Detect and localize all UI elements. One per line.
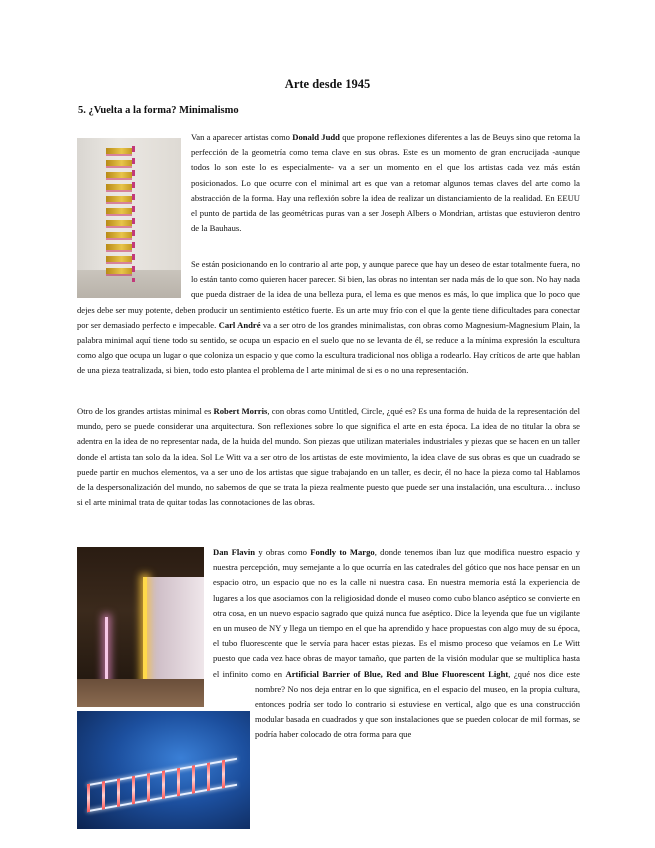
sculpture-unit (106, 232, 132, 238)
sculpture-unit (106, 172, 132, 178)
barrier-tube (162, 770, 165, 799)
barrier-tube (147, 773, 150, 802)
section-heading: 5. ¿Vuelta a la forma? Minimalismo (78, 105, 239, 116)
yellow-fluorescent-tube (143, 577, 147, 692)
paragraph-robert-morris: Otro de los grandes artistas minimal es Robert Morris, con obras como Untitled, Circle, ¿qué es? Es una forma de huida de la representación del mundo, pero se puede considerar una arquitectura. Son reflexiones sobre lo que significa el arte en esta época. La idea de no titular la obra se adentra en la idea de no representar nada, de la huida del mundo. Son piezas que utilizan materiales industriales y piezas que se hacen en un taller donde el artista tan solo da la idea. Sol Le Witt va a ser otro de los artistas de este movimiento, la idea clave de sus obras es que un cuadrado se puede partir en muchos elementos, va a ser uno de los artistas que sigue trabajando en un taller, es decir, él no hace la pieza como tal Hablamos de la despersonalización del mundo, no sabemos de que se trata la pieza realmente puesto que puede ser una instalación, una escultura… incluso si el arte minimal trata de quitar todas las connotaciones de las obras. (77, 406, 580, 508)
paragraph-carl-andre: Se están posicionando en lo contrario al arte pop, y aunque parece que hay un deseo de estar totalmente fuera, no lo están tanto como quieren hacer parecer. Si bien, las obras no intentan ser nada más de lo que son. No hay nada que pueda distraer de la idea de una belleza pura, el lema es que menos es más, lo que implica que lo poco que dejes debe ser muy potente, deben producir un sentimiento estético fuerte. Es un arte muy frío con el que la gente tiene dificultades para conectar por ser demasiado perfecto e impecable. Carl André va a ser otro de los grandes minimalistas, con obras como Magnesium-Magnesium Plain, la palabra minimal aquí tiene todo su sentido, se ocupa un espacio en el suelo que no se levanta de él, se reduce a la mínima expresión la escultura como algo que ocupa un lugar o que coloniza un espacio y que como la escultura tradicional nos obliga a rodearlo. Hay críticos de arte que hablan de una pieza teatralizada, si bien, todo esto plantea el problema de l arte minimal de si es o no una representación. (77, 259, 580, 376)
barrier-tube (102, 781, 105, 810)
barrier-tube (132, 776, 135, 805)
barrier-tube (117, 778, 120, 807)
gallery-floor (77, 679, 204, 707)
barrier-tube (87, 784, 90, 813)
sculpture-unit (106, 196, 132, 202)
document-title: Arte desde 1945 (284, 77, 371, 91)
paragraph-dan-flavin: Dan Flavin y obras como Fondly to Margo, donde tenemos iban luz que modifica nuestro espacio y nuestra percepción, muy semejante a lo que ocurría en las catedrales del gótico que nos hace pensar en un espacio otro, un espacio que no es la calle ni nuestra casa. En nuestra memoria está la experiencia de lugares a los que asociamos con la religiosidad donde el museo como cubo blanco aséptico se convierte en otra cosa, en un nuevo espacio sagrado que quizá nunca fue aséptico. Dice la leyenda que fue un vigilante en un museo de NY y llega un tiempo en el que ha aprendido y hace propuestas con algo muy de su época, el tubo fluorescente que le servía para hacer estas piezas. Es el mismo proceso que veíamos en Le Witt puesto que cada vez hace obras de mayor tamaño, que parten de la visión modular que se multiplica hasta el infinito como en Artificial Barrier of Blue, Red and Blue Fluorescent Light, ¿qué nos dice este nombre? No nos deja entrar en lo que significa, en el espacio del museo, en la propia cultura, entonces podría ser todo lo contrario si estuviese en vertical, algo que es una construcción modular basada en cuadrados y que son instalaciones que se pueden colocar de mil formas, se podría haber colocado de otra forma para que (213, 547, 580, 740)
sculpture-unit (106, 220, 132, 226)
sculpture-unit (106, 208, 132, 214)
sculpture-unit (106, 148, 132, 154)
sculpture-unit (106, 244, 132, 250)
flavin-fondly-to-margo-image (77, 547, 204, 707)
barrier-tube (177, 768, 180, 797)
barrier-tube (192, 765, 195, 794)
barrier-tube (207, 763, 210, 792)
sculpture-unit (106, 160, 132, 166)
paragraph-judd: Van a aparecer artistas como Donald Judd que propone reflexiones diferentes a las de Beuys sino que retoma la perfección de la geometría como tema clave en sus obras. Este es un momento de gran encrucijada -aunque todos lo son este lo es especialmente- va a ser un momento en el que los artistas cada vez más están posicionados. Lo que ocurre con el minimal art es que van a retomar algunos temas claves del arte como la abstracción de la forma. Hay una reflexión sobre la idea de realizar un distanciamiento de la realidad. En EEUU el punto de partida de las geométricas puras van a ser Joseph Albers o Mondrian, artistas que estuvieron dentro de la Bauhaus. (191, 132, 581, 234)
sculpture-unit (106, 184, 132, 190)
